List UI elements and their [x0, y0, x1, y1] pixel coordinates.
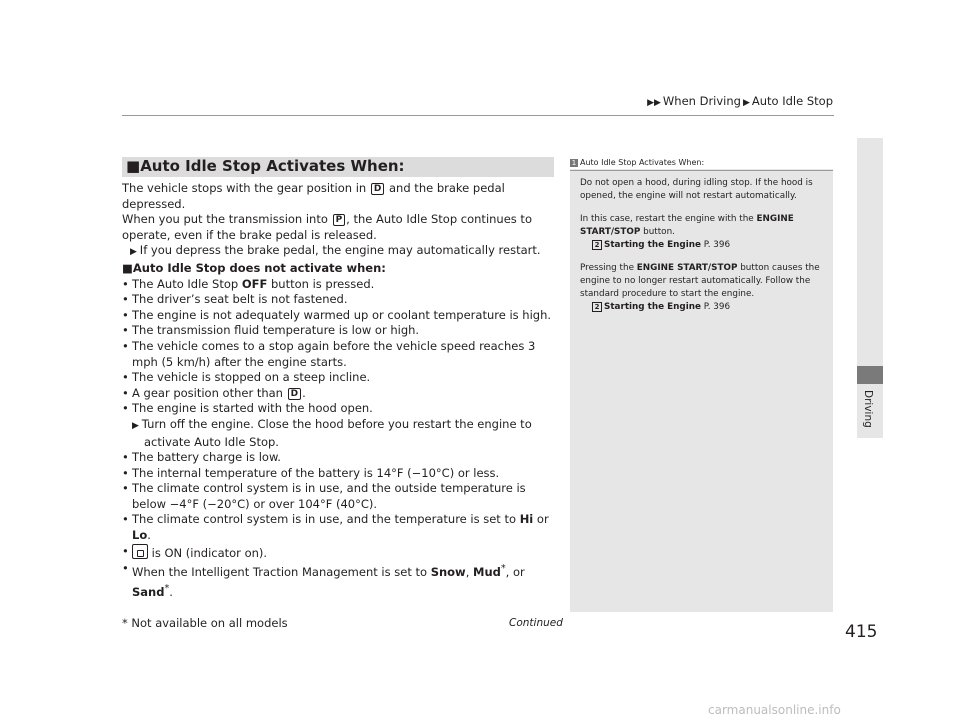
list-item [122, 512, 554, 543]
header-rule [122, 115, 834, 116]
note-paragraph [580, 213, 828, 252]
footnote-asterisk: * [500, 563, 506, 575]
intro-paragraph [122, 181, 554, 243]
list-item-text: A gear position other than [132, 385, 287, 400]
hi-setting-label: Hi [519, 512, 534, 527]
subsection-heading: ■Auto Idle Stop does not activate when: [122, 260, 386, 275]
list-item-text: , or [505, 565, 525, 580]
list-item-text: . [169, 584, 173, 599]
note-text: button. [640, 227, 675, 237]
list-item-text: The driver’s seat belt is not fastened. [132, 292, 348, 307]
list-item [122, 401, 554, 450]
list-item [122, 450, 554, 466]
list-item-text: The climate control system is in use, and the outside temperature is below −4°F (−20°C) or over 104°F (40°C). [132, 481, 526, 511]
intro-text: When you put the transmission into [122, 212, 332, 227]
list-item [122, 370, 554, 386]
list-item-text: is ON (indicator on). [148, 545, 268, 560]
gear-d-icon: D [288, 388, 301, 400]
engine-start-stop-label: ENGINE START/STOP [636, 263, 738, 273]
list-item [122, 466, 554, 482]
off-button-label: OFF [241, 276, 268, 291]
cross-reference-link[interactable] [580, 239, 828, 252]
list-item-text: When the Intelligent Traction Management is set to [132, 565, 431, 580]
list-item-text: The internal temperature of the battery is 14°F (−10°C) or less. [132, 465, 500, 480]
xref-arrow-icon: 2 [592, 240, 602, 250]
main-content [122, 181, 554, 600]
chapter-side-tab[interactable] [857, 138, 883, 438]
xref-page: P. 396 [700, 302, 731, 312]
sub-note-text: If you depress the brake pedal, the engine may automatically restart. [139, 243, 541, 258]
section-marker: ■ [126, 157, 141, 175]
list-sub-note-text: Turn off the engine. Close the hood before you restart the engine to activate Auto Idle Stop. [141, 416, 532, 449]
page-number: 415 [845, 622, 878, 642]
list-item [122, 323, 554, 339]
breadcrumb [645, 94, 833, 108]
list-item [122, 386, 554, 402]
intro-text: and the brake pedal depressed. [122, 181, 505, 211]
intro-text: The vehicle stops with the gear position in [122, 181, 370, 195]
note-paragraph: Do not open a hood, during idling stop. If the hood is opened, the engine will not restart automatically. [580, 178, 813, 201]
list-item-text: , [465, 565, 473, 580]
breadcrumb-arrow-icon: ▶▶ [647, 98, 661, 108]
note-text: Pressing the [580, 263, 637, 273]
list-item [122, 544, 554, 562]
note-title [570, 157, 833, 169]
breadcrumb-item-auto-idle-stop[interactable]: Auto Idle Stop [751, 94, 833, 108]
footnote-asterisk: * [164, 582, 170, 594]
xref-title: Starting the Engine [604, 302, 701, 312]
note-text: button causes the engine to no longer restart automatically. Follow the standard procedure to start the engine. [580, 263, 820, 299]
list-item-text: The vehicle is stopped on a steep incline. [132, 370, 371, 385]
chapter-label: Driving [862, 390, 874, 428]
chapter-marker [857, 366, 883, 384]
note-rule [570, 170, 833, 171]
list-item [122, 308, 554, 324]
breadcrumb-arrow-icon: ▶ [742, 98, 750, 108]
gear-d-icon: D [371, 183, 384, 195]
list-item-text: button is pressed. [267, 276, 375, 291]
mud-mode-label: Mud [473, 565, 501, 580]
list-item-text: The battery charge is low. [132, 450, 281, 465]
note-title-text: Auto Idle Stop Activates When: [580, 158, 705, 167]
sub-note [122, 243, 554, 261]
note-paragraph [580, 262, 828, 314]
watermark: carmanualsonline.info [708, 703, 841, 717]
list-item [122, 561, 554, 600]
gear-p-icon: P [333, 214, 346, 226]
xref-title: Starting the Engine [604, 240, 701, 250]
list-item-text: The climate control system is in use, and the temperature is set to [132, 512, 520, 527]
intro-text: , the Auto Idle Stop continues to operate, even if the brake pedal is released. [122, 212, 532, 242]
note-number-icon: 1 [571, 159, 577, 167]
list-item-text: The Auto Idle Stop [132, 276, 242, 291]
section-heading-bar [122, 157, 554, 177]
list-sub-note [132, 417, 554, 450]
availability-footnote: * Not available on all models [122, 616, 288, 630]
arrow-right-icon: ▶ [130, 247, 140, 258]
list-item-text: . [147, 528, 151, 543]
condition-list [122, 277, 554, 601]
arrow-right-icon: ▶ [132, 420, 142, 431]
xref-arrow-icon: 2 [592, 302, 602, 312]
note-text: In this case, restart the engine with the [580, 214, 757, 224]
continued-label: Continued [509, 617, 563, 629]
sand-mode-label: Sand [132, 584, 165, 599]
engine-start-stop-label: ENGINE START/STOP [580, 214, 794, 237]
list-item-text: or [533, 512, 549, 527]
list-item-text: The engine is not adequately warmed up or coolant temperature is high. [132, 307, 552, 322]
xref-page: P. 396 [700, 240, 731, 250]
front-defrost-icon [132, 544, 148, 559]
list-item-text: . [302, 385, 306, 400]
list-item [122, 292, 554, 308]
side-note-panel [570, 157, 833, 612]
list-item [122, 339, 554, 370]
lo-setting-label: Lo [132, 528, 148, 543]
list-item [122, 481, 554, 512]
section-title [126, 157, 405, 175]
breadcrumb-item-when-driving[interactable]: When Driving [662, 94, 741, 108]
list-item-text: The vehicle comes to a stop again before the vehicle speed reaches 3 mph (5 km/h) after the engine starts. [132, 338, 536, 369]
list-item-text: The transmission fluid temperature is low or high. [132, 323, 420, 338]
list-item-text: The engine is started with the hood open. [132, 401, 373, 416]
section-title-text: Auto Idle Stop Activates When: [140, 157, 405, 175]
note-body [580, 177, 828, 324]
list-item [122, 277, 554, 293]
snow-mode-label: Snow [430, 565, 466, 580]
cross-reference-link[interactable] [580, 301, 828, 314]
